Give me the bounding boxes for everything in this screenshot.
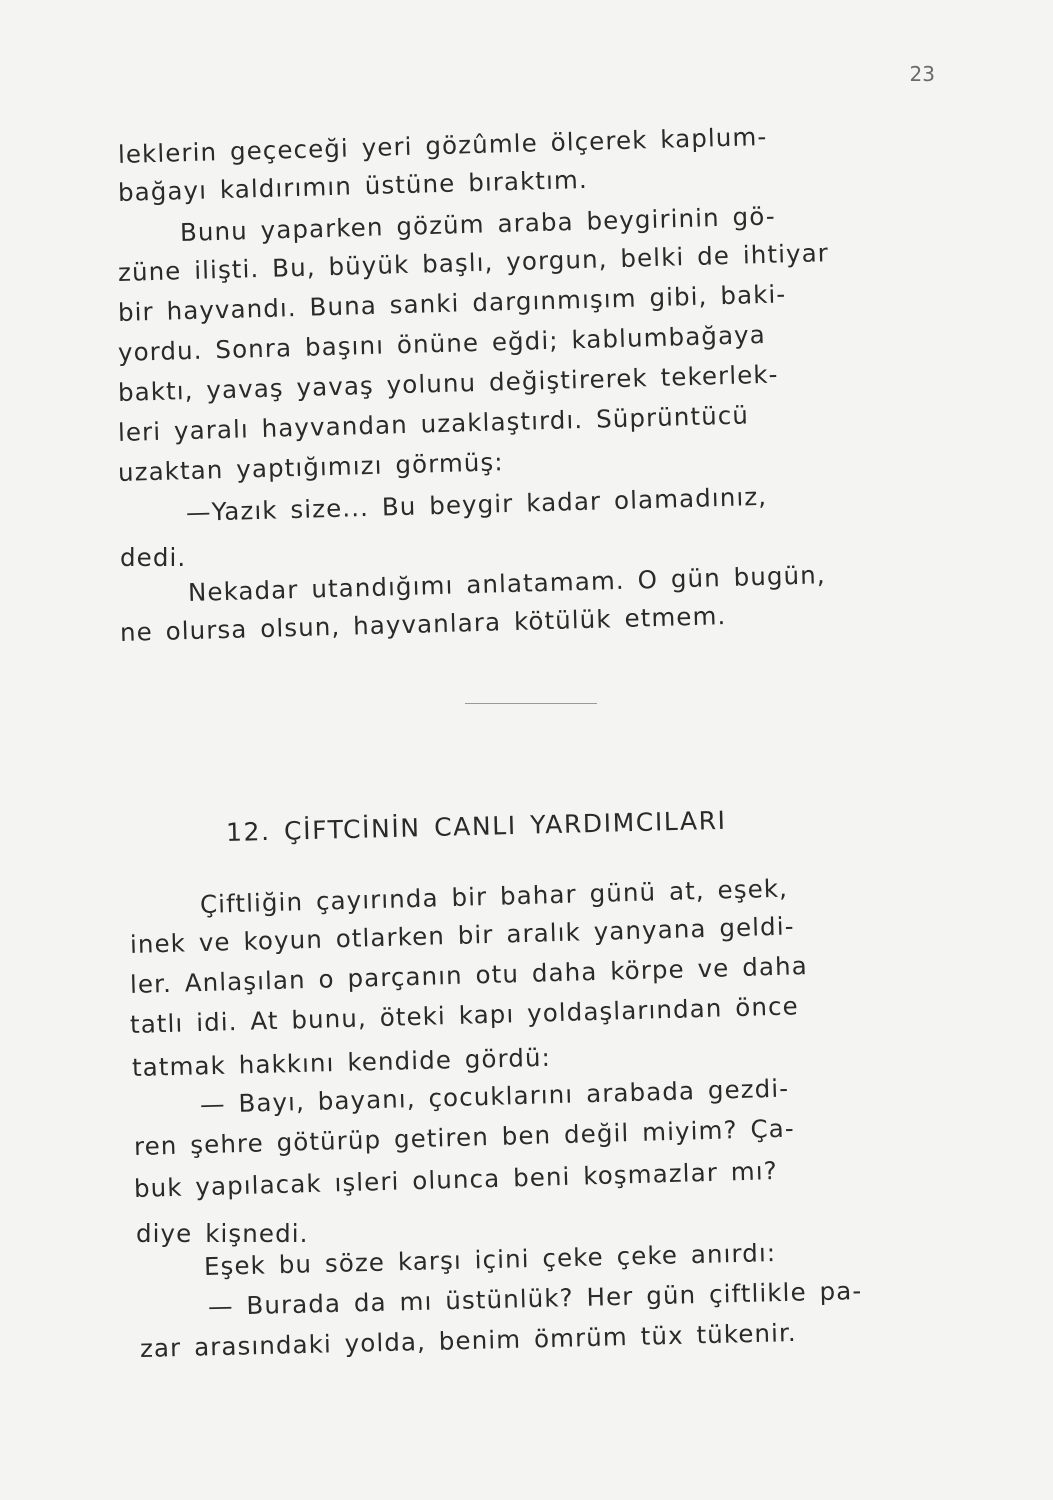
text-line: ren şehre götürüp getiren ben değil miyim? Ça- bbox=[133, 1113, 796, 1161]
text-line: buk yapılacak ışleri olunca beni koşmazlar mı? bbox=[133, 1156, 779, 1203]
text-line: baktı, yavaş yavaş yolunu değiştirerek tekerlek- bbox=[117, 359, 779, 407]
section-divider bbox=[465, 703, 597, 704]
text-line: —Yazık size... Bu beygir kadar olamadınız, bbox=[185, 481, 768, 527]
text-line: — Bayı, bayanı, çocuklarını arabada gezdi- bbox=[199, 1073, 790, 1119]
text-line: leklerin geçeceği yeri gözûmle ölçerek kaplum- bbox=[117, 121, 768, 169]
chapter-title: 12. ÇİFTCİNİN CANLI YARDIMCILARI bbox=[225, 805, 727, 847]
text-line: uzaktan yaptığımızı görmüş: bbox=[117, 447, 505, 487]
text-line: tatmak hakkını kendide gördü: bbox=[131, 1042, 552, 1082]
text-line: züne ilişti. Bu, büyük başlı, yorgun, belki de ihtiyar bbox=[117, 238, 830, 287]
text-line: ler. Anlaşılan o parçanın otu daha körpe ve daha bbox=[129, 951, 809, 999]
text-line: dedi. bbox=[120, 543, 187, 572]
text-line: tatlı idi. At bunu, öteki kapı yoldaşlarından önce bbox=[129, 991, 800, 1039]
text-line: diye kişnedi. bbox=[136, 1219, 309, 1248]
text-line: Bunu yaparken gözüm araba beygirinin gö- bbox=[179, 201, 777, 247]
text-line: bağayı kaldırımın üstüne bıraktım. bbox=[117, 164, 589, 207]
text-line: bir hayvandı. Buna sanki dargınmışım gibi, baki- bbox=[117, 279, 787, 327]
text-line: inek ve koyun otlarken bir aralık yanyana geldi- bbox=[129, 911, 795, 959]
text-line: Eşek bu söze karşı içini çeke çeke anırdı: bbox=[203, 1238, 777, 1281]
text-line: ne olursa olsun, hayvanlara kötülük etmem. bbox=[119, 601, 727, 647]
text-line: zar arasındaki yolda, benim ömrüm tüx tükenir. bbox=[139, 1317, 798, 1363]
text-line: yordu. Sonra başını önüne eğdi; kablumbağaya bbox=[117, 319, 767, 367]
text-line: Nekadar utandığımı anlatamam. O gün bugün, bbox=[187, 560, 827, 607]
text-line: — Burada da mı üstünlük? Her gün çiftlikle pa- bbox=[207, 1276, 863, 1321]
text-line: leri yaralı hayvandan uzaklaştırdı. Süprüntücü bbox=[117, 400, 750, 447]
text-line: Çiftliğin çayırında bir bahar günü at, eşek, bbox=[199, 873, 789, 919]
page-number: 23 bbox=[909, 62, 935, 86]
